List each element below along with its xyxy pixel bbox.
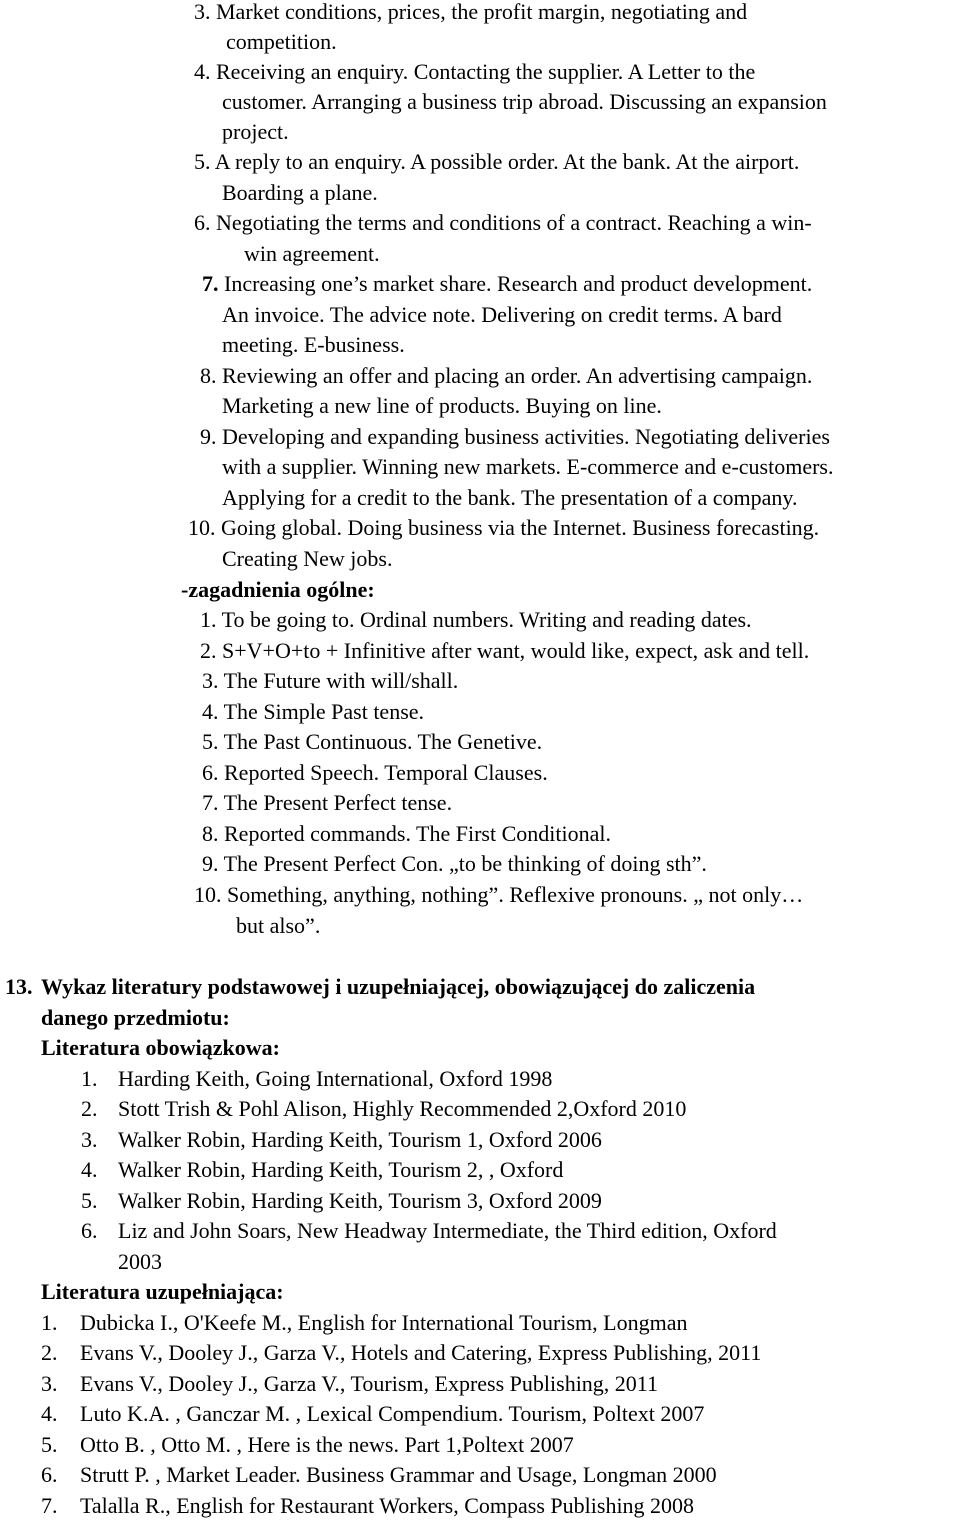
list-item: 6. Strutt P. , Market Leader. Business Grammar and Usage, Longman 2000	[41, 1462, 717, 1487]
required-literature-heading: Literatura obowiązkowa:	[41, 1035, 280, 1060]
list-item: 2. Evans V., Dooley J., Garza V., Hotels and Catering, Express Publishing, 2011	[41, 1340, 762, 1365]
section-heading-general: -zagadnienia ogólne:	[181, 577, 375, 602]
list-item: 4. Walker Robin, Harding Keith, Tourism 2, , Oxford	[81, 1157, 564, 1182]
list-item: 8. Reported commands. The First Conditional.	[202, 821, 611, 846]
list-item-continuation: 2003	[118, 1249, 162, 1274]
list-item: 4. Luto K.A. , Ganczar M. , Lexical Compendium. Tourism, Poltext 2007	[41, 1401, 705, 1426]
list-item: 1. Harding Keith, Going International, Oxford 1998	[81, 1066, 553, 1091]
section-13-title: 13. Wykaz literatury podstawowej i uzupełniającej, obowiązującej do zaliczenia	[5, 974, 756, 999]
list-item: 6. Liz and John Soars, New Headway Intermediate, the Third edition, Oxford	[81, 1218, 777, 1243]
list-item-continuation: Creating New jobs.	[222, 546, 393, 571]
list-item: 5. The Past Continuous. The Genetive.	[202, 729, 543, 754]
list-item: 5. Walker Robin, Harding Keith, Tourism 3, Oxford 2009	[81, 1188, 602, 1213]
list-item: 3. The Future with will/shall.	[202, 668, 459, 693]
list-item: 1. Dubicka I., O'Keefe M., English for International Tourism, Longman	[41, 1310, 688, 1335]
list-item: 9. Developing and expanding business activities. Negotiating deliveries	[200, 424, 830, 449]
list-item-continuation: project.	[222, 119, 289, 144]
list-item: 3. Evans V., Dooley J., Garza V., Tourism, Express Publishing, 2011	[41, 1371, 658, 1396]
list-item: 6. Negotiating the terms and conditions of a contract. Reaching a win-	[194, 210, 812, 235]
list-item-continuation: customer. Arranging a business trip abroad. Discussing an expansion	[222, 89, 827, 114]
list-item: 10. Something, anything, nothing”. Reflexive pronouns. „ not only…	[194, 882, 804, 907]
list-item: 3. Market conditions, prices, the profit margin, negotiating and	[194, 0, 748, 24]
list-item: 5. Otto B. , Otto M. , Here is the news. Part 1,Poltext 2007	[41, 1432, 574, 1457]
list-item: 7. Talalla R., English for Restaurant Workers, Compass Publishing 2008	[41, 1493, 695, 1518]
list-item-continuation: win agreement.	[244, 241, 380, 266]
list-item: 4. Receiving an enquiry. Contacting the supplier. A Letter to the	[194, 59, 756, 84]
list-item: 8. Reviewing an offer and placing an order. An advertising campaign.	[200, 363, 813, 388]
list-item: 1. To be going to. Ordinal numbers. Writing and reading dates.	[200, 607, 752, 632]
section-13-title-continuation: danego przedmiotu:	[41, 1005, 230, 1030]
list-item-continuation: with a supplier. Winning new markets. E-commerce and e-customers.	[222, 454, 834, 479]
list-item: 9. The Present Perfect Con. „to be thinking of doing sth”.	[202, 851, 707, 876]
list-item: 7. Increasing one’s market share. Research and product development.	[202, 271, 813, 296]
list-item: 6. Reported Speech. Temporal Clauses.	[202, 760, 548, 785]
list-item-continuation: Marketing a new line of products. Buying on line.	[222, 393, 662, 418]
list-item: 2. S+V+O+to + Infinitive after want, would like, expect, ask and tell.	[200, 638, 810, 663]
list-item: 4. The Simple Past tense.	[202, 699, 425, 724]
list-item: 2. Stott Trish & Pohl Alison, Highly Recommended 2,Oxford 2010	[81, 1096, 687, 1121]
list-item-continuation: meeting. E-business.	[222, 332, 405, 357]
list-item-continuation: Applying for a credit to the bank. The presentation of a company.	[222, 485, 798, 510]
list-item-continuation: but also”.	[236, 913, 321, 938]
list-item-continuation: An invoice. The advice note. Delivering on credit terms. A bard	[222, 302, 782, 327]
list-item: 3. Walker Robin, Harding Keith, Tourism 1, Oxford 2006	[81, 1127, 602, 1152]
list-item: 7. The Present Perfect tense.	[202, 790, 453, 815]
list-item: 10. Going global. Doing business via the Internet. Business forecasting.	[188, 515, 820, 540]
list-item: 5. A reply to an enquiry. A possible order. At the bank. At the airport.	[194, 149, 800, 174]
list-item-continuation: competition.	[226, 29, 337, 54]
list-item-continuation: Boarding a plane.	[222, 180, 378, 205]
supplementary-literature-heading: Literatura uzupełniająca:	[41, 1279, 284, 1304]
